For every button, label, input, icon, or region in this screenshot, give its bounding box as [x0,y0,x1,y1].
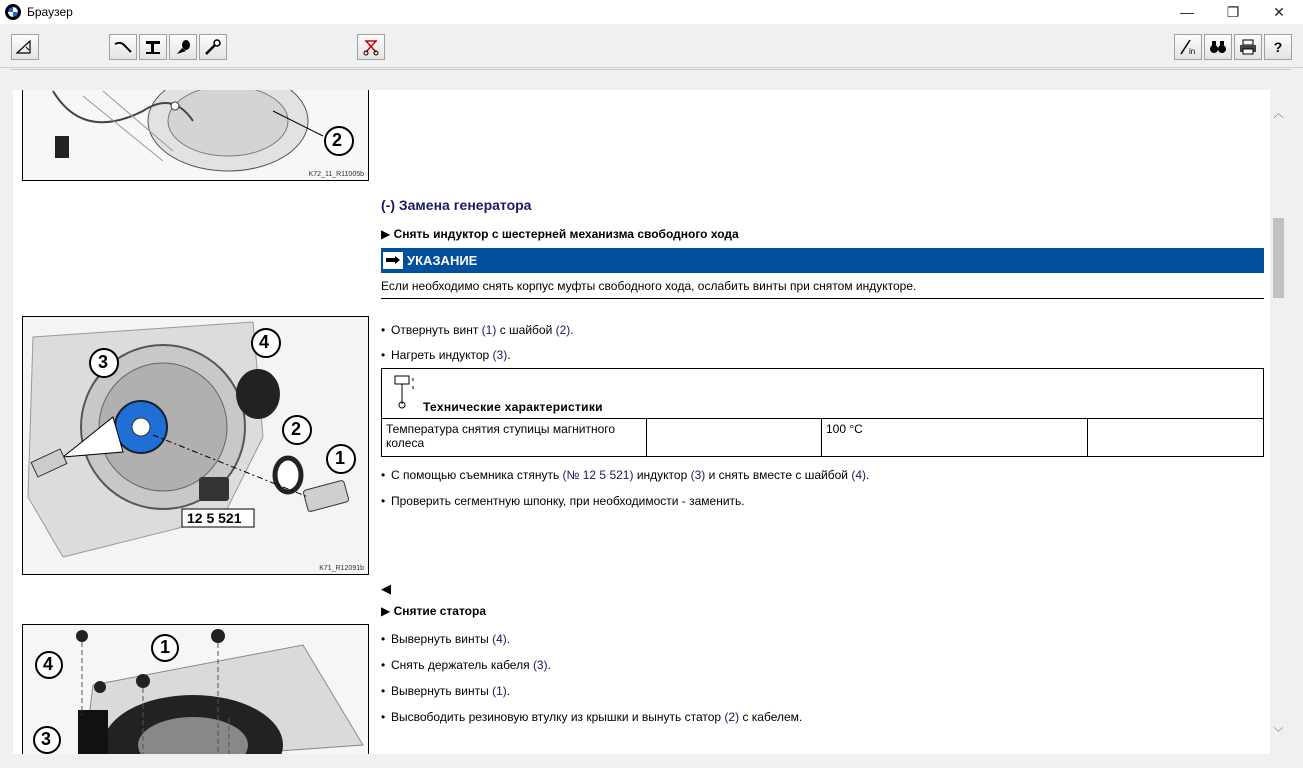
spec-table [381,368,1264,457]
scissors-icon [361,38,381,56]
title-bar [0,0,1303,24]
stator-image [22,624,369,754]
list-item: • Проверить сегментную шпонку, при необходимости - заменить. [381,494,745,508]
spec-cell [647,419,822,457]
lift-icon [143,38,163,56]
svg-text:in: in [1189,47,1196,56]
rotor-removal-image [22,316,369,575]
find-button[interactable] [1204,34,1232,60]
spec-title: Технические характеристики [423,400,603,414]
rotor-illustration [23,317,369,575]
spec-cell: Температура снятия ступицы магнитного колеса [382,419,647,457]
help-button[interactable]: ? [1264,34,1292,60]
spec-cell: 100 °C [822,419,1088,457]
close-button[interactable]: ✕ [1273,3,1285,20]
spec-cell [1088,419,1264,457]
tool-button[interactable] [199,34,227,60]
note-label: УКАЗАНИЕ [407,253,478,268]
print-button[interactable] [1234,34,1262,60]
toolbar [0,24,1303,68]
minimize-button[interactable]: — [1180,4,1194,20]
tool-icon [203,38,223,56]
print-icon [1238,38,1258,56]
scroll-up-icon[interactable]: ︿ [1273,109,1284,120]
image-caption: K71_R12091b [319,565,364,572]
toolbar-separator [11,69,1291,70]
spec-gauge-icon [393,374,419,410]
callout-2: 2 [332,130,343,150]
callout-4: 4 [43,654,54,674]
scissors-button[interactable] [357,34,385,60]
list-item: • Отвернуть винт (1) с шайбой (2). [381,323,574,337]
scroll-thumb[interactable] [1273,218,1284,298]
step-title-rotor: ▶ Снять индуктор с шестерней механизма свободного хода [381,227,739,241]
list-item: • Вывернуть винты (4). [381,632,511,646]
callout-3: 3 [41,729,52,749]
list-item: • С помощью съемника стянуть (№ 12 5 521) индуктор (3) и снять вместе с шайбой (4). [381,468,870,482]
list-item: • Нагреть индуктор (3). [381,348,511,362]
callout-2: 2 [291,419,302,439]
measure-button[interactable] [11,34,39,60]
lift-button[interactable] [139,34,167,60]
back-marker-icon: ◀ [381,581,391,596]
app-logo-icon [5,4,21,20]
scroll-down-icon[interactable]: ﹀ [1273,728,1284,739]
special-tool-label: 12 5 521 [187,510,242,526]
play-marker-icon: ▶ [381,227,394,241]
section-title: (-) Замена генератора [381,197,532,213]
list-item: • Снять держатель кабеля (3). [381,658,551,672]
callout-1: 1 [335,448,346,468]
list-item: • Высвободить резиновую втулку из крышки и вынуть статор (2) с кабелем. [381,710,803,724]
stator-illustration [23,625,369,754]
list-item: • Вывернуть винты (1). [381,684,511,698]
info-button[interactable] [1174,34,1202,60]
measure-icon [15,38,35,56]
document-viewport [13,90,1270,754]
info-icon [1178,38,1198,56]
generator-cover-image [22,90,369,181]
grease-icon [173,38,193,56]
note-divider [381,298,1264,299]
callout-3: 3 [98,352,109,372]
grease-button[interactable] [169,34,197,60]
spec-header [382,369,1264,419]
step-title-stator: ▶ Снятие статора [381,604,487,618]
image-caption: K72_11_R11005b [308,171,364,178]
note-text: Если необходимо снять корпус муфты свободного хода, ослабить винты при снятом индукторе. [381,279,917,293]
generator-cover-illustration [23,90,369,181]
callout-4: 4 [259,332,270,352]
note-bar [381,248,1264,273]
special-tool-link[interactable]: (№ 12 5 521) [562,468,634,482]
wrench-bent-icon [113,38,133,56]
vertical-scrollbar[interactable] [1270,90,1287,754]
restore-button[interactable]: ❐ [1226,3,1240,20]
binoculars-icon [1208,38,1228,56]
wrench-bent-button[interactable] [109,34,137,60]
callout-1: 1 [160,637,171,657]
note-hand-icon [383,252,403,269]
window-title: Браузер [27,5,73,19]
play-marker-icon: ▶ [381,604,394,618]
